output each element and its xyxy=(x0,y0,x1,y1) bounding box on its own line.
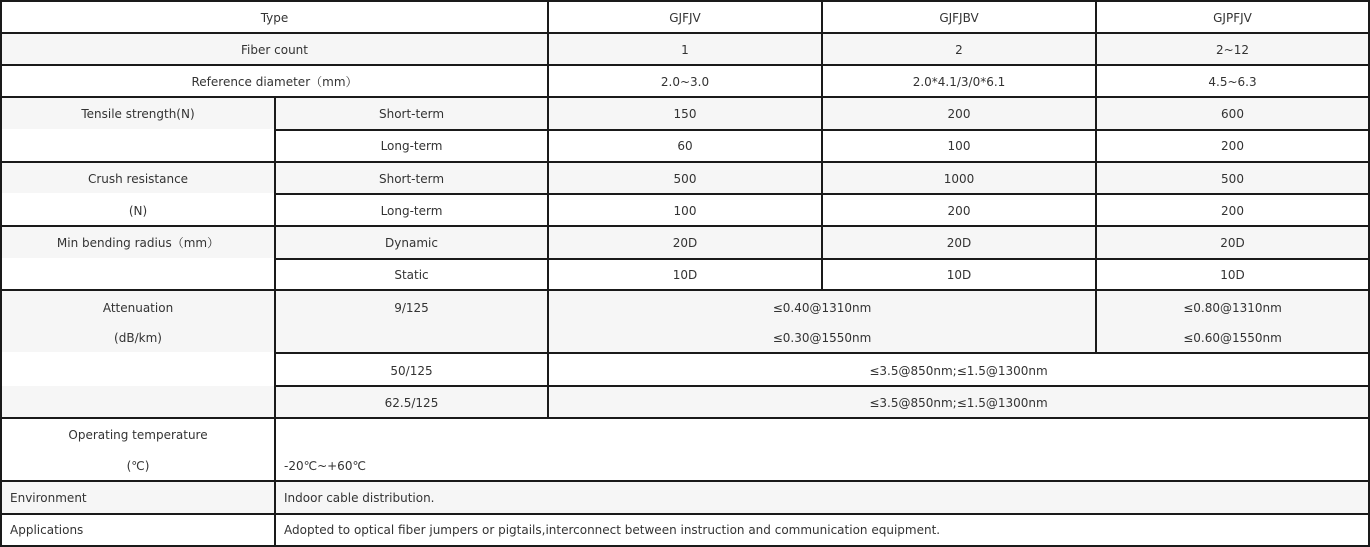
crush-short-value: 500 xyxy=(1221,172,1244,186)
environment-label: Environment xyxy=(10,491,87,505)
bending-label: Min bending radius（mm） xyxy=(56,236,220,250)
attenuation-62-value: ≤3.5@850nm;≤1.5@1300nm xyxy=(869,396,1048,410)
attenuation-9-label: 9/125 xyxy=(394,301,429,315)
grid-line xyxy=(0,513,1370,515)
ref-diameter-value: 4.5~6.3 xyxy=(1208,75,1257,89)
bending-dynamic-value: 20D xyxy=(672,236,698,250)
attenuation-50-label: 50/125 xyxy=(390,364,433,378)
attenuation-label-line2: (dB/km) xyxy=(114,331,162,345)
bending-static-label: Static xyxy=(394,268,429,282)
tensile-label: Tensile strength(N) xyxy=(81,107,195,121)
bending-dynamic-value: 20D xyxy=(946,236,972,250)
attenuation-62-label: 62.5/125 xyxy=(384,396,439,410)
attenuation-label-line1: Attenuation xyxy=(102,301,174,315)
grid-line xyxy=(0,32,1370,34)
tensile-short-value: 200 xyxy=(947,107,971,121)
grid-line xyxy=(547,0,549,419)
grid-line xyxy=(0,225,1370,227)
crush-long-value: 100 xyxy=(673,204,697,218)
header-col-3: GJPFJV xyxy=(1213,11,1252,25)
fiber-count-label: Fiber count xyxy=(241,43,308,57)
crush-short-value: 1000 xyxy=(943,172,975,186)
grid-line xyxy=(0,64,1370,66)
grid-line xyxy=(274,96,276,547)
crush-short-value: 500 xyxy=(673,172,697,186)
tensile-long-value: 100 xyxy=(947,139,971,153)
bending-static-value: 10D xyxy=(672,268,698,282)
attenuation-9-last-line1: ≤0.80@1310nm xyxy=(1183,301,1282,315)
tensile-long-value: 200 xyxy=(1221,139,1244,153)
ref-diameter-value: 2.0*4.1/3/0*6.1 xyxy=(912,75,1006,89)
fiber-count-value: 2 xyxy=(955,43,963,57)
tensile-long-label: Long-term xyxy=(380,139,443,153)
bending-static-value: 10D xyxy=(946,268,972,282)
grid-line xyxy=(0,96,1370,98)
crush-short-label: Short-term xyxy=(378,172,445,186)
tensile-short-value: 150 xyxy=(673,107,697,121)
ref-diameter-label: Reference diameter（mm） xyxy=(191,75,358,89)
crush-long-value: 200 xyxy=(1221,204,1244,218)
grid-line xyxy=(274,352,1370,354)
grid-line xyxy=(0,480,1370,482)
tensile-short-value: 600 xyxy=(1221,107,1244,121)
header-type-label: Type xyxy=(260,11,289,25)
bending-dynamic-value: 20D xyxy=(1220,236,1245,250)
grid-line xyxy=(821,0,823,291)
bending-static-value: 10D xyxy=(1220,268,1245,282)
tensile-short-label: Short-term xyxy=(378,107,445,121)
temperature-label-line1: Operating temperature xyxy=(68,428,208,442)
fiber-count-value: 1 xyxy=(681,43,689,57)
grid-line xyxy=(0,289,1370,291)
applications-label: Applications xyxy=(10,523,84,537)
grid-line xyxy=(0,417,1370,419)
crush-label-line2: (N) xyxy=(128,204,148,218)
crush-long-value: 200 xyxy=(947,204,971,218)
temperature-label-line2: (℃) xyxy=(126,459,150,473)
grid-line xyxy=(274,385,1370,387)
attenuation-9-merged-line2: ≤0.30@1550nm xyxy=(772,331,872,345)
fiber-count-value: 2~12 xyxy=(1216,43,1249,57)
attenuation-50-value: ≤3.5@850nm;≤1.5@1300nm xyxy=(869,364,1048,378)
crush-long-label: Long-term xyxy=(380,204,443,218)
bending-dynamic-label: Dynamic xyxy=(385,236,438,250)
header-col-2: GJFJBV xyxy=(939,11,979,25)
tensile-long-value: 60 xyxy=(677,139,693,153)
attenuation-9-merged-line1: ≤0.40@1310nm xyxy=(772,301,872,315)
ref-diameter-value: 2.0~3.0 xyxy=(660,75,710,89)
environment-value: Indoor cable distribution. xyxy=(284,491,435,505)
grid-line xyxy=(0,161,1370,163)
header-col-1: GJFJV xyxy=(669,11,701,25)
grid-line xyxy=(0,0,1370,2)
grid-line xyxy=(1095,0,1097,354)
temperature-value: -20℃~+60℃ xyxy=(284,459,366,473)
attenuation-9-last-line2: ≤0.60@1550nm xyxy=(1183,331,1282,345)
crush-label-line1: Crush resistance xyxy=(87,172,189,186)
applications-value: Adopted to optical fiber jumpers or pigtails,interconnect between instruction and communication equipment. xyxy=(284,523,941,537)
grid-line xyxy=(0,0,2,547)
